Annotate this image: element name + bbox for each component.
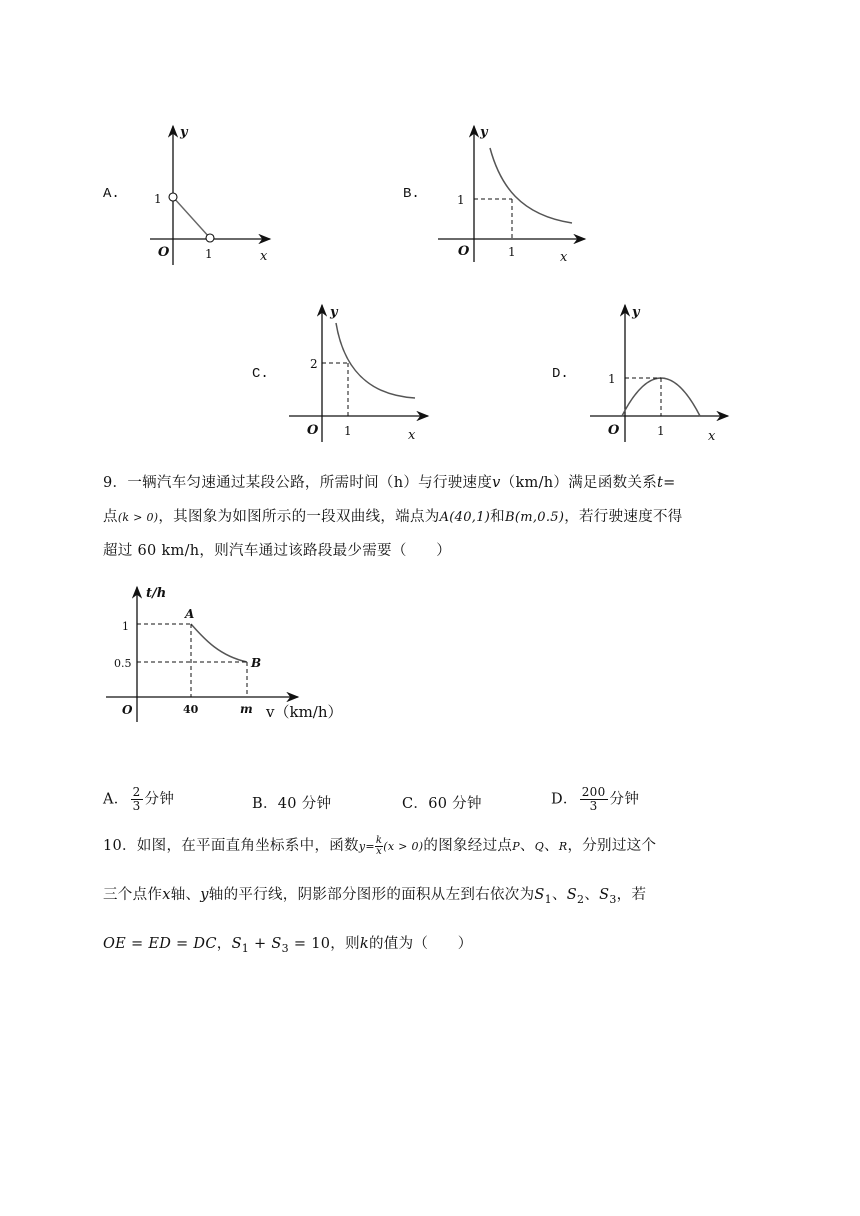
q10-func-num: k xyxy=(375,834,383,846)
option-b-curve xyxy=(490,148,572,223)
q10-s1: S xyxy=(534,887,545,903)
q10-sep-4: 、 xyxy=(584,887,600,903)
q9-var-v: v xyxy=(492,475,501,491)
option-d-label: D. xyxy=(552,366,569,382)
q9-graph-point-b: B xyxy=(251,656,262,670)
q9-answer-d xyxy=(551,786,639,813)
q9-graph-curve xyxy=(191,624,247,662)
q10-sep-2: 、 xyxy=(544,838,559,854)
q10-sep-3: 、 xyxy=(551,887,567,903)
q10-s2-sub: 2 xyxy=(577,892,585,906)
option-a-segment xyxy=(173,197,210,238)
q9-line2-mid: ，其图象为如图所示的一段双曲线，端点为 xyxy=(158,509,440,525)
q10-func-eq: = xyxy=(365,840,375,853)
q9-graph-point-a: A xyxy=(185,607,195,621)
option-b-tick-y: 1 xyxy=(457,193,465,207)
option-b-label: B. xyxy=(403,186,420,202)
q9-graph-origin: O xyxy=(122,703,133,717)
option-d-tick-x: 1 xyxy=(657,424,665,438)
option-d-y-letter: y xyxy=(632,305,640,320)
option-b-x-letter: x xyxy=(560,250,568,265)
q9-and: 和 xyxy=(490,509,505,525)
option-a-open-point-1 xyxy=(169,193,177,201)
q9-answer-d-label: D． xyxy=(551,791,578,808)
q9-cond: (k > 0) xyxy=(117,511,159,524)
q9-graph-y-label: t/h xyxy=(146,586,167,601)
q9-answer-a-fraction xyxy=(131,786,143,813)
q9-answer-b: B．40 分钟 xyxy=(252,796,332,812)
q9-answer-a xyxy=(103,786,174,813)
q9-line1-pre: 9．一辆汽车匀速通过某段公路，所需时间（h）与行驶速度 xyxy=(103,475,493,491)
q10-x-var: x xyxy=(162,887,171,903)
option-d-origin: O xyxy=(608,423,620,438)
option-a-origin: O xyxy=(158,245,170,260)
q9-answer-d-text: 分钟 xyxy=(609,791,640,808)
q9-answer-d-num: 200 xyxy=(581,785,606,799)
q10-point-p: P xyxy=(512,840,520,853)
q10-eq2-value: = 10 xyxy=(288,936,331,952)
q10-s2: S xyxy=(566,887,577,903)
q9-line-2 xyxy=(103,505,683,526)
option-b-tick-x: 1 xyxy=(508,245,516,259)
q10-point-r: R xyxy=(558,840,568,853)
q10-comma: ， xyxy=(216,936,232,952)
option-a-x-letter: x xyxy=(260,249,268,264)
option-c-y-letter: y xyxy=(330,305,338,320)
q10-eq2-sub3: 3 xyxy=(281,941,289,955)
q10-k-var: k xyxy=(359,936,369,952)
q10-point-q: Q xyxy=(534,840,545,853)
q9-answer-a-num: 2 xyxy=(132,785,141,799)
q9-graph-tick-y1: 1 xyxy=(122,620,129,633)
q10-line1-post: ，分别过这个 xyxy=(567,838,657,854)
q10-line1-pre: 10．如图，在平面直角坐标系中，函数 xyxy=(103,838,359,854)
q10-line2-pre: 三个点作 xyxy=(103,887,163,903)
q10-line3-end: 的值为（ ） xyxy=(368,936,473,952)
q9-line2-pre: 点 xyxy=(103,509,118,525)
option-a-label: A. xyxy=(103,186,120,202)
q10-func-den: x xyxy=(376,845,383,857)
q10-s3-sub: 3 xyxy=(609,892,617,906)
option-d-curve xyxy=(622,378,700,416)
q9-eq: = xyxy=(663,475,676,491)
option-b-origin: O xyxy=(458,244,470,259)
q9-graph-x-label: v（km/h） xyxy=(266,703,343,721)
q10-axis1: 轴、 xyxy=(170,887,201,903)
option-c-origin: O xyxy=(307,423,319,438)
option-c-x-letter: x xyxy=(408,428,416,443)
q9-line-3: 超过 60 km/h，则汽车通过该路段最少需要（ ） xyxy=(103,543,452,559)
q9-graph-tick-x1: 40 xyxy=(183,703,199,716)
q9-answer-a-label: A． xyxy=(103,791,129,808)
q9-graph-tick-y2: 0.5 xyxy=(114,657,132,670)
q10-line3-post: ，则 xyxy=(330,936,360,952)
option-a-open-point-2 xyxy=(206,234,214,242)
q10-line1-mid: 的图象经过点 xyxy=(423,838,513,854)
q10-line2-post: ，若 xyxy=(616,887,647,903)
q9-line-1 xyxy=(103,471,676,492)
q10-line2-mid: 轴的平行线，阴影部分图形的面积从左到右依次为 xyxy=(208,887,535,903)
option-c-label: C. xyxy=(252,366,269,382)
q10-func-cond: (x > 0) xyxy=(383,840,424,853)
q9-point-b: B(m,0.5) xyxy=(504,510,565,525)
q10-eq2-s1: S xyxy=(231,936,242,952)
q9-answer-d-fraction xyxy=(580,786,608,813)
option-d-x-letter: x xyxy=(708,429,716,444)
q9-answer-a-text: 分钟 xyxy=(144,791,175,808)
q10-eq2-s3: + S xyxy=(249,936,282,952)
q9-answer-d-den: 3 xyxy=(589,799,598,813)
option-a-tick-x: 1 xyxy=(205,247,213,261)
q10-s3: S xyxy=(599,887,610,903)
option-b-y-letter: y xyxy=(480,125,488,140)
q9-point-a: A(40,1) xyxy=(439,510,491,525)
q10-func-y: y xyxy=(358,840,366,853)
q10-eq2-sub1: 1 xyxy=(241,941,250,955)
q9-answer-a-den: 3 xyxy=(132,799,141,813)
q10-y-var: y xyxy=(200,887,209,903)
option-d-tick-y: 1 xyxy=(608,372,616,386)
q9-line2-post: ，若行驶速度不得 xyxy=(564,509,683,525)
q9-graph-tick-x2: m xyxy=(240,702,253,716)
q9-answer-c: C．60 分钟 xyxy=(402,796,482,812)
option-c-tick-y: 2 xyxy=(310,357,318,371)
q10-line-2 xyxy=(103,883,646,906)
q9-var-t: t xyxy=(657,475,664,491)
option-a-tick-y: 1 xyxy=(154,192,162,206)
q10-s1-sub: 1 xyxy=(544,892,552,906)
q10-line-1 xyxy=(103,834,656,857)
q10-eq1: OE = ED = DC xyxy=(103,936,217,952)
option-c-tick-x: 1 xyxy=(344,424,352,438)
option-a-y-letter: y xyxy=(180,125,188,140)
q10-line-3 xyxy=(103,932,473,955)
q10-sep-1: 、 xyxy=(519,838,535,854)
q9-line1-unit: （km/h）满足函数关系 xyxy=(500,475,658,491)
